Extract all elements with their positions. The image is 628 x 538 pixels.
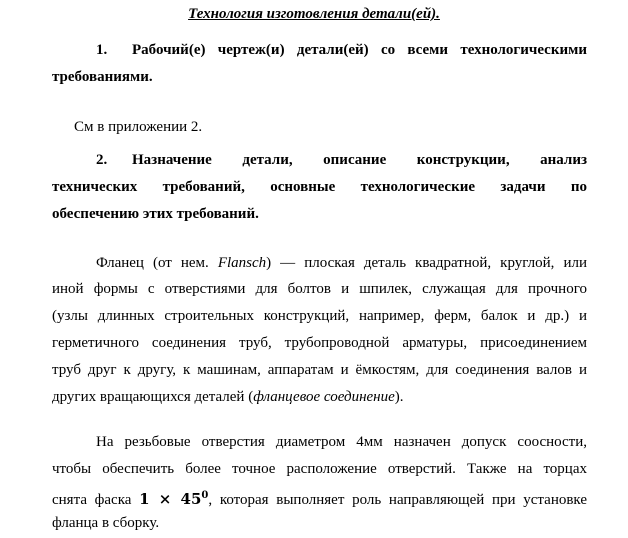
- para-2-line-1: [52, 432, 587, 452]
- section-1-heading-text: Рабочий(е) чертеж(и) детали(ей) со всеми технологическими: [132, 42, 587, 58]
- para-1-line-5: труб друг к другу, к машинам, аппаратам и ёмкостям, для соединения валов и: [52, 362, 587, 378]
- section-1-heading-line-2: требованиями.: [52, 69, 153, 85]
- flange-joint-term: фланцевое соединение: [253, 389, 395, 405]
- appendix-reference: См в приложении 2.: [74, 119, 203, 135]
- para-1-line-4: герметичного соединения труб, трубопроводной арматуры, присоединением: [52, 335, 587, 351]
- flansch-term: Flansch: [217, 255, 267, 271]
- section-1-number: 1.: [96, 42, 108, 58]
- section-2-number: 2.: [96, 152, 108, 168]
- para-1-line-6: [52, 387, 587, 407]
- para-2-line-2: чтобы обеспечить более точное расположение отверстий. Также на торцах: [52, 461, 587, 477]
- para-2-line-3: [52, 486, 587, 510]
- section-1-heading-line-1: [52, 40, 587, 60]
- para-1-text: других вращающихся деталей (: [52, 389, 254, 405]
- para-1-line-2: иной формы с отверстиями для болтов и шпилек, служащая для прочного: [52, 281, 587, 297]
- para-1-text: ).: [394, 389, 404, 405]
- chamfer-formula: [139, 490, 208, 508]
- section-2-heading-text: Назначение детали, описание конструкции, анализ: [132, 152, 587, 168]
- para-2-text: , которая выполняет роль направляющей при установке: [208, 492, 587, 508]
- section-2-heading-line-2: технических требований, основные технологические задачи по: [52, 179, 587, 195]
- document-title: Технология изготовления детали(ей).: [188, 6, 440, 22]
- para-2-text: снята фаска: [52, 492, 140, 508]
- section-2-heading-line-1: [52, 150, 587, 170]
- para-1-text: ) — плоская деталь квадратной, круглой, или: [266, 255, 587, 271]
- para-1-line-3: (узлы длинных строительных конструкций, например, ферм, балок и др.) и: [52, 308, 587, 324]
- para-1-line-1: [52, 253, 587, 273]
- degree-superscript: 0: [201, 490, 209, 501]
- para-2-line-4: фланца в сборку.: [52, 515, 160, 531]
- section-2-heading-line-3: обеспечению этих требований.: [52, 206, 259, 222]
- chamfer-value: 1 × 45: [139, 490, 202, 508]
- para-1-text: Фланец (от нем.: [96, 255, 218, 271]
- para-2-text: На резьбовые отверстия диаметром 4мм назначен допуск соосности,: [96, 434, 587, 450]
